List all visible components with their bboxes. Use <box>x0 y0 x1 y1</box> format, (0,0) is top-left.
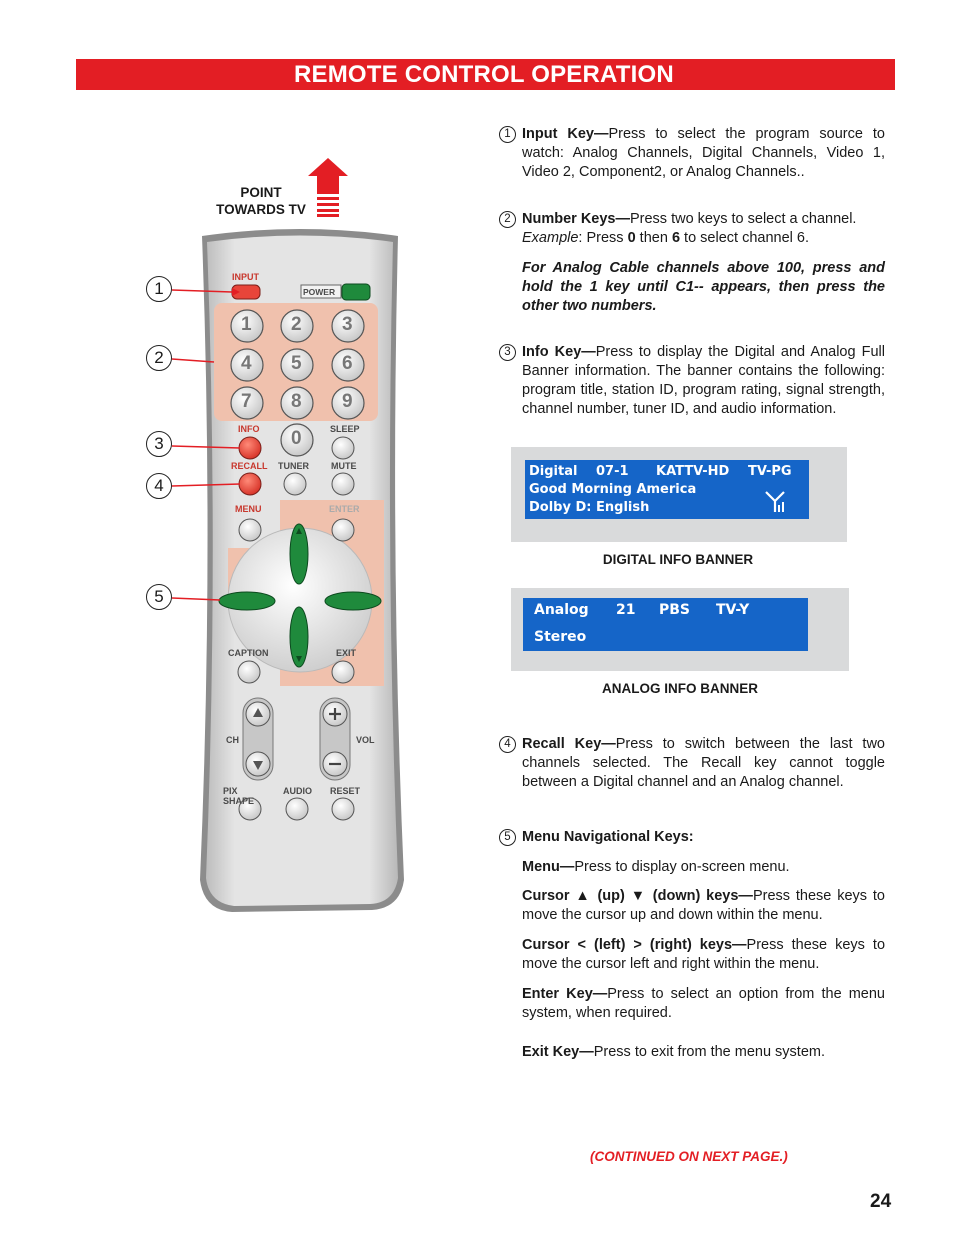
remote-enter-label: ENTER <box>329 504 360 514</box>
menu-nav-title: Menu Navigational Keys: <box>522 829 694 845</box>
point-label-line2: TOWARDS TV <box>216 202 306 217</box>
callout-2: 2 <box>146 345 172 371</box>
input-key-title: Input Key— <box>522 126 609 142</box>
analog-cable-note: For Analog Cable channels above 100, press and hold the 1 key until C1-- appears, then press the other two numbers. <box>522 260 885 314</box>
example-text-c: to select channel 6. <box>680 230 809 246</box>
analog-banner-caption: ANALOG INFO BANNER <box>602 681 758 696</box>
menu-nav-item <box>499 828 886 1060</box>
analog-banner-screen <box>523 598 808 651</box>
key-3-label: 3 <box>342 314 353 335</box>
remote-audio-label: AUDIO <box>283 786 312 796</box>
item-number-2: 2 <box>499 211 516 228</box>
input-key-item <box>499 125 885 182</box>
callout-5: 5 <box>146 584 172 610</box>
point-label-line1: POINT <box>240 185 282 200</box>
remote-caption-label: CAPTION <box>228 648 269 658</box>
remote-reset-label: RESET <box>330 786 361 796</box>
key-4-label: 4 <box>241 353 252 374</box>
cursor-updown-desc <box>522 887 885 925</box>
example-text-a: : Press <box>578 230 628 246</box>
number-keys-text: Press two keys to select a channel. <box>629 211 857 227</box>
item-number-3: 3 <box>499 344 516 361</box>
remote-tuner-label: TUNER <box>278 461 309 471</box>
example-key-0: 0 <box>627 230 636 246</box>
remote-control-illustration <box>140 220 410 920</box>
recall-key-text: Press to switch between the last two channels selected. The Recall key cannot toggle between a Digital channel and an Analog channel. <box>522 736 885 790</box>
digital-rating: TV-PG <box>748 464 792 479</box>
key-7-label: 7 <box>241 391 252 412</box>
key-0-label: 0 <box>291 428 302 449</box>
digital-station: KATTV-HD <box>656 464 730 479</box>
key-1-label: 1 <box>241 314 252 335</box>
digital-audio: Dolby D: English <box>529 500 650 515</box>
recall-key-title: Recall Key— <box>522 736 616 752</box>
enter-key-desc <box>522 985 885 1023</box>
analog-info-banner <box>511 588 849 671</box>
remote-info-label: INFO <box>238 424 260 434</box>
enter-key-title: Enter Key— <box>522 986 608 1002</box>
cursor-leftright-text: Press these keys to move the cursor left and right within the menu. <box>522 937 886 972</box>
menu-key-desc <box>522 858 885 877</box>
cursor-updown-text: Press these keys to move the cursor up and down within the menu. <box>522 888 885 923</box>
key-8-label: 8 <box>291 391 302 412</box>
digital-banner-caption: DIGITAL INFO BANNER <box>602 552 754 567</box>
remote-sleep-label: SLEEP <box>330 424 360 434</box>
input-key-text: Press to select the program source to watch: Analog Channels, Digital Channels, Video 1, Video 2, Component2, or Analog Channels.. <box>522 126 885 180</box>
info-key-title: Info Key— <box>522 344 596 360</box>
digital-program: Good Morning America <box>529 482 697 497</box>
cursor-updown-title: Cursor ▲ (up) ▼ (down) keys— <box>522 888 753 904</box>
up-arrow-icon <box>308 158 348 218</box>
exit-key-title: Exit Key— <box>522 1044 594 1060</box>
remote-power-label: POWER <box>303 287 336 297</box>
section-header-bar <box>76 59 895 90</box>
recall-key-item <box>499 735 885 792</box>
key-5-label: 5 <box>291 353 302 374</box>
exit-key-desc <box>522 1043 885 1062</box>
menu-key-title: Menu— <box>522 859 575 875</box>
item-number-1: 1 <box>499 126 516 143</box>
info-key-text: Press to display the Digital and Analog Full Banner information. The banner contains the following: program title, station ID, program rating, signal strength, channel number, tuner ID, and audio information. <box>522 344 885 417</box>
digital-banner-screen <box>525 460 809 519</box>
analog-audio: Stereo <box>534 629 587 645</box>
remote-mute-label: MUTE <box>331 461 357 471</box>
digital-channel: 07-1 <box>596 464 629 479</box>
callout-3: 3 <box>146 431 172 457</box>
callout-1: 1 <box>146 276 172 302</box>
example-key-6: 6 <box>671 230 681 246</box>
key-2-label: 2 <box>291 314 302 335</box>
key-6-label: 6 <box>342 353 353 374</box>
exit-key-text: Press to exit from the menu system. <box>593 1044 826 1060</box>
enter-key-text: Press to select an option from the menu system, when required. <box>522 986 885 1021</box>
item-number-4: 4 <box>499 736 516 753</box>
remote-ch-label: CH <box>226 735 239 745</box>
number-keys-item <box>499 210 885 314</box>
signal-antenna-icon <box>763 490 787 514</box>
continued-note: (CONTINUED ON NEXT PAGE.) <box>590 1149 788 1164</box>
info-key-item <box>499 343 885 419</box>
page-number: 24 <box>870 1191 892 1212</box>
example-text-b: then <box>635 230 672 246</box>
menu-key-text: Press to display on-screen menu. <box>574 859 790 875</box>
callout-4: 4 <box>146 473 172 499</box>
digital-info-banner <box>511 447 847 542</box>
point-towards-tv-label <box>206 184 316 218</box>
cursor-leftright-desc <box>522 936 885 974</box>
analog-station: PBS <box>659 602 691 618</box>
remote-recall-label: RECALL <box>231 461 268 471</box>
analog-rating: TV-Y <box>716 602 750 618</box>
example-label: Example <box>522 230 579 246</box>
remote-exit-label: EXIT <box>336 648 357 658</box>
remote-vol-label: VOL <box>356 735 375 745</box>
number-keys-title: Number Keys— <box>522 211 630 227</box>
analog-mode: Analog <box>534 602 589 618</box>
remote-menu-label: MENU <box>235 504 262 514</box>
analog-channel: 21 <box>616 602 636 618</box>
page-title: REMOTE CONTROL OPERATION <box>294 61 674 88</box>
key-9-label: 9 <box>342 391 353 412</box>
remote-input-label: INPUT <box>232 272 259 282</box>
item-number-5: 5 <box>499 829 516 846</box>
remote-pix-shape-label: PIX SHAPE <box>223 786 255 806</box>
cursor-leftright-title: Cursor < (left) > (right) keys— <box>522 937 747 953</box>
digital-mode: Digital <box>529 464 578 479</box>
